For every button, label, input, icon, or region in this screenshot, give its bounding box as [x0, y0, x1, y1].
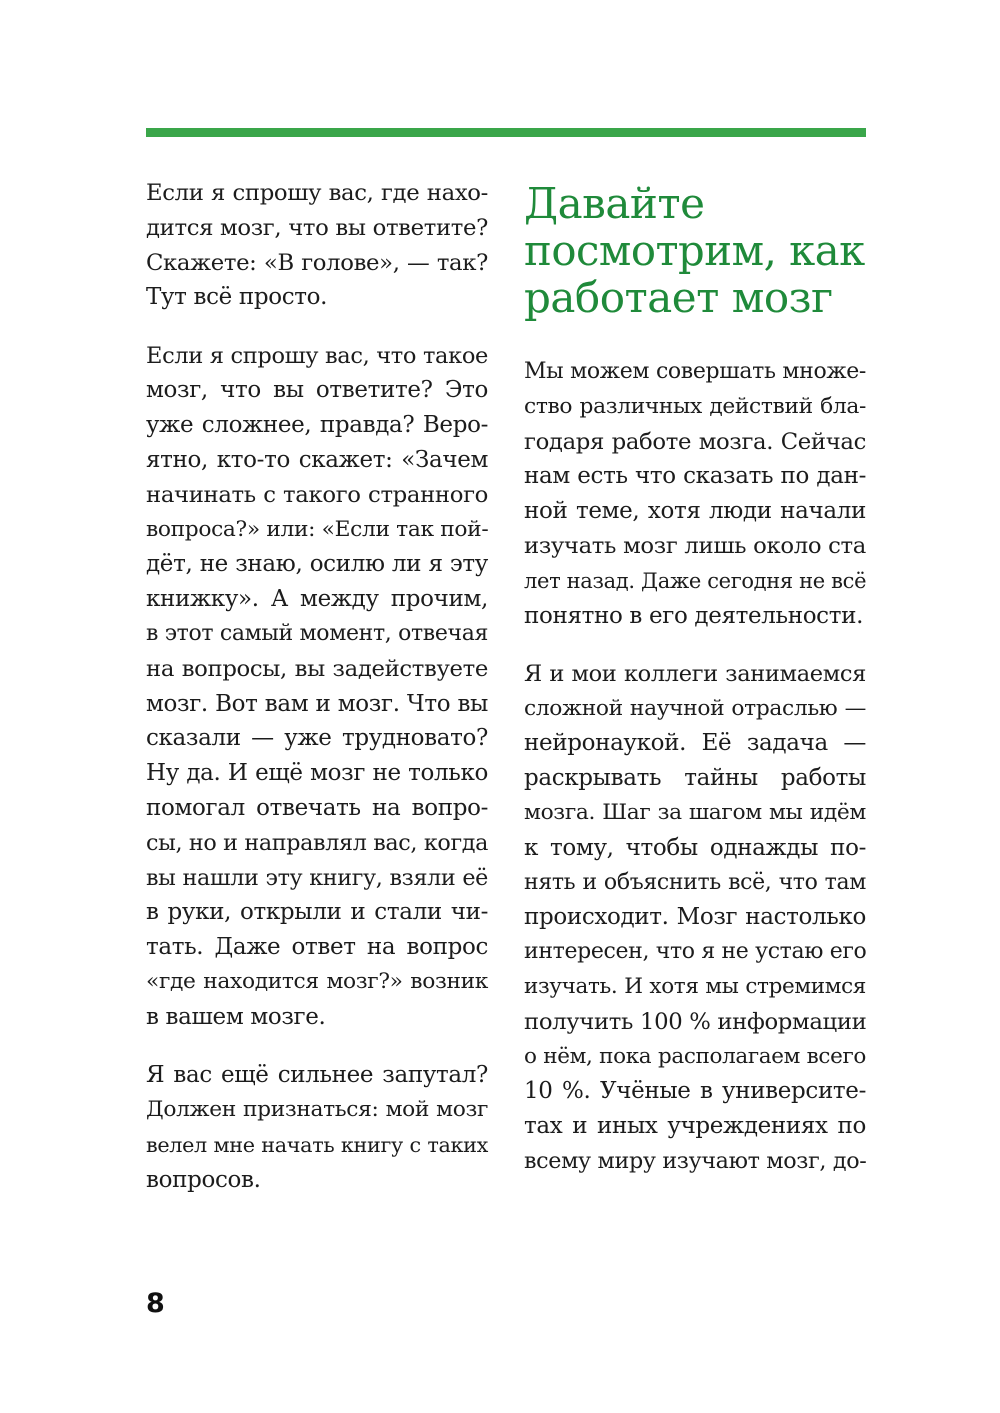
- text-line: Мы можем совершать множе-: [524, 359, 866, 384]
- left-column: [146, 176, 488, 1197]
- text-line: раскрывать тайны работы: [524, 765, 866, 792]
- text-line: Скажете: «В голове», — так?: [146, 249, 488, 276]
- text-line: изучать мозг лишь около ста: [524, 532, 866, 559]
- text-line: дится мозг, что вы ответите?: [146, 214, 488, 241]
- text-line: уже сложнее, правда? Веро-: [146, 412, 488, 439]
- text-line: на вопросы, вы задействуете: [146, 655, 488, 682]
- text-line: понятно в его деятельности.: [524, 602, 864, 629]
- text-line: Если я спрошу вас, где нахо-: [146, 180, 488, 206]
- text-line: мозга. Шаг за шагом мы идём: [524, 800, 866, 826]
- page-number: 8: [146, 1288, 165, 1319]
- paragraph: [524, 355, 866, 633]
- text-line: сказали — уже трудновато?: [146, 725, 488, 752]
- text-line: вопросов.: [146, 1166, 261, 1193]
- paragraph: [524, 657, 866, 1179]
- text-line: в вашем мозге.: [146, 1003, 326, 1030]
- text-line: ятно, кто-то скажет: «Зачем: [146, 447, 488, 474]
- section-heading: [524, 180, 866, 321]
- text-line: годаря работе мозга. Сейчас: [524, 428, 866, 455]
- text-line: Я вас ещё сильнее запутал?: [146, 1062, 488, 1089]
- paragraph: [146, 176, 488, 315]
- text-line: Если я спрошу вас, что такое: [146, 342, 488, 369]
- text-line: Я и мои коллеги занимаемся: [524, 660, 866, 687]
- text-line: нам есть что сказать по дан-: [524, 463, 866, 490]
- paragraph: [146, 339, 488, 1035]
- text-line: начинать с такого странного: [146, 481, 488, 508]
- text-line: «где находится мозг?» возник: [146, 969, 488, 995]
- text-line: Должен признаться: мой мозг: [146, 1096, 488, 1122]
- text-line: велел мне начать книгу с таких: [146, 1132, 488, 1157]
- text-line: тах и иных учреждениях по: [524, 1113, 866, 1140]
- text-line: вопроса?» или: «Если так пой-: [146, 516, 489, 542]
- heading-line: работает мозг: [524, 273, 833, 322]
- text-line: помогал отвечать на вопро-: [146, 795, 488, 822]
- text-line: 10 %. Учёные в университе-: [524, 1078, 866, 1105]
- text-line: ство различных действий бла-: [524, 393, 866, 419]
- text-line: получить 100 % информации: [524, 1008, 867, 1035]
- text-line: дёт, не знаю, осилю ли я эту: [146, 551, 488, 578]
- text-line: книжку». А между прочим,: [146, 586, 488, 613]
- text-line: мозг, что вы ответите? Это: [146, 377, 488, 404]
- text-line: вы нашли эту книгу, взяли её: [146, 864, 488, 891]
- heading-line: посмотрим, как: [524, 226, 865, 275]
- top-accent-rule: [146, 128, 866, 137]
- text-line: в руки, открыли и стали чи-: [146, 899, 488, 926]
- text-line: ной теме, хотя люди начали: [524, 498, 866, 525]
- text-line: нейронаукой. Её задача —: [524, 730, 866, 757]
- text-line: изучать. И хотя мы стремимся: [524, 974, 866, 1000]
- paragraph: [146, 1058, 488, 1197]
- text-line: лет назад. Даже сегодня не всё: [524, 568, 867, 593]
- text-line: Ну да. И ещё мозг не только: [146, 760, 488, 787]
- heading-line: Давайте: [524, 179, 705, 228]
- text-line: интересен, что я не устаю его: [524, 939, 867, 965]
- text-line: тать. Даже ответ на вопрос: [146, 934, 488, 961]
- text-line: в этот самый момент, отвечая: [146, 621, 488, 647]
- text-line: сложной научной отраслью —: [524, 695, 866, 721]
- text-line: к тому, чтобы однажды по-: [524, 834, 866, 861]
- text-line: нять и объяснить всё, что там: [524, 869, 866, 895]
- right-column: [524, 176, 866, 1179]
- text-line: сы, но и направлял вас, когда: [146, 829, 489, 856]
- text-line: о нём, пока располагаем всего: [524, 1043, 866, 1069]
- text-line: Тут всё просто.: [146, 284, 328, 311]
- text-line: происходит. Мозг настолько: [524, 904, 866, 931]
- text-line: мозг. Вот вам и мозг. Что вы: [146, 690, 488, 717]
- text-line: всему миру изучают мозг, до-: [524, 1148, 867, 1175]
